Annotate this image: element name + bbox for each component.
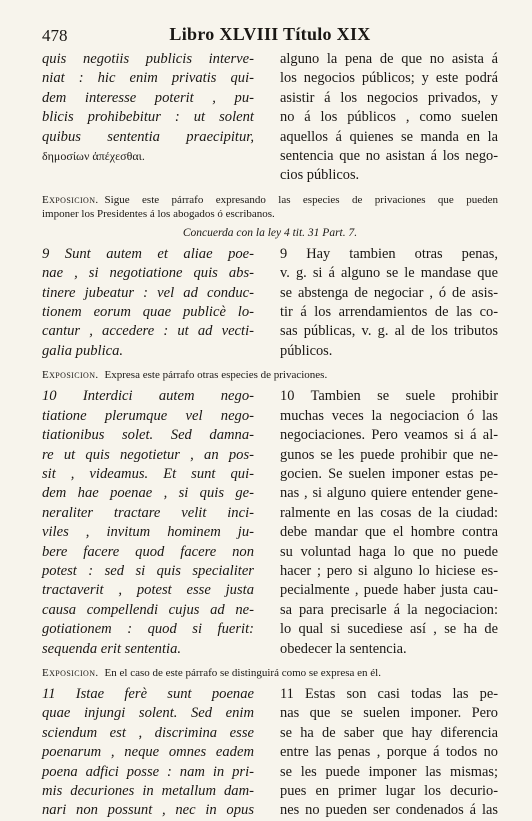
spanish-line: obedecer la sentencia. bbox=[280, 640, 407, 657]
latin-line: quibus sententia praecipitur, bbox=[42, 128, 254, 145]
latin-column bbox=[42, 245, 254, 361]
latin-line: mis decuriones in metallum dam- bbox=[42, 783, 254, 799]
spanish-line: aquellos á quienes se manda en la bbox=[280, 128, 498, 145]
greek-quote: δημοσίων ἀπέχεσθαι. bbox=[42, 149, 145, 164]
latin-line: dem interesse poterit , pu- bbox=[42, 89, 254, 106]
spanish-line: ralmente en las cosas de la ciudad: bbox=[280, 504, 498, 521]
section-intro bbox=[42, 50, 498, 186]
exposition-line bbox=[42, 368, 498, 382]
latin-line: tiationibus solet. Sed damna- bbox=[42, 427, 254, 444]
latin-line: re ut quis negotietur , an pos- bbox=[42, 446, 254, 463]
latin-line: viles , invitum hominem ju- bbox=[42, 524, 254, 541]
spanish-line: sas públicas, v. g. al de los tributos bbox=[280, 323, 498, 340]
spanish-line: sa para precisarle á la negociacion: bbox=[280, 601, 498, 618]
spanish-column bbox=[280, 387, 498, 659]
section-9 bbox=[42, 245, 498, 361]
exposition-label: Exposicion. bbox=[42, 666, 99, 679]
latin-line: poenarum , neque omnes eadem bbox=[42, 744, 254, 761]
latin-column bbox=[42, 50, 254, 186]
spanish-line: hacer ; pero si alguno lo hiciese es- bbox=[280, 562, 498, 579]
latin-line: 10 Interdici autem nego- bbox=[42, 388, 254, 405]
spanish-line: nas que se suelen imponer. Pero bbox=[280, 705, 498, 722]
latin-line: 9 Sunt autem et aliae poe- bbox=[42, 245, 254, 262]
spanish-line: nas , si alguno quiere entender gene- bbox=[280, 485, 498, 502]
latin-line: sit , videamus. Et sunt qui- bbox=[42, 465, 254, 482]
spanish-line: muchas veces la negociacion ó las bbox=[280, 407, 498, 424]
latin-line: tinere jubeatur : vel ad conduc- bbox=[42, 284, 254, 301]
spanish-line: los negocios públicos; y este podrá bbox=[280, 70, 498, 87]
spanish-line: gunos se les puede prohibir que ne- bbox=[280, 446, 498, 463]
exposition-label: Exposicion. bbox=[42, 193, 99, 206]
spanish-line: se les puede imponer las mismas; bbox=[280, 763, 498, 780]
spanish-column bbox=[280, 50, 498, 186]
latin-line: 11 Istae ferè sunt poenae bbox=[42, 685, 254, 702]
spanish-line: públicos. bbox=[280, 342, 333, 359]
section-11 bbox=[42, 685, 498, 821]
concordance-note: Concuerda con la ley 4 tit. 31 Part. 7. bbox=[182, 226, 358, 239]
spanish-line: sentencia que no asistan á los nego- bbox=[280, 148, 498, 165]
spanish-line: negociaciones. Pero veamos si á al- bbox=[280, 427, 498, 444]
spanish-column bbox=[280, 685, 498, 821]
latin-line: causa compellendi cujus ad ne- bbox=[42, 601, 254, 618]
spanish-line: su voluntad haga lo que no puede bbox=[280, 543, 498, 560]
latin-column bbox=[42, 685, 254, 821]
exposition-note bbox=[42, 666, 498, 680]
spanish-line: gocien. Se suelen imponer estas pe- bbox=[280, 465, 498, 482]
latin-line: quis negotiis publicis interve- bbox=[42, 51, 254, 67]
exposition-line bbox=[42, 666, 498, 680]
spanish-line: alguno la pena de que no asista á bbox=[280, 51, 498, 67]
spanish-line: no á los públicos , como suelen bbox=[280, 109, 498, 126]
running-title: Libro XLVIII Título XIX bbox=[169, 24, 371, 44]
exposition-text: Sigue este párrafo expresando las especies de privaciones que pueden bbox=[104, 193, 498, 206]
latin-line: potest : sed si quis specialiter bbox=[42, 562, 254, 579]
exposition-note bbox=[42, 368, 498, 382]
latin-line: niat : hic enim privatis qui- bbox=[42, 70, 254, 87]
latin-line: bere facere quod facere non bbox=[42, 543, 254, 560]
spanish-line: se abstenga de negociar , ó de asis- bbox=[280, 284, 498, 301]
exposition-text: Expresa este párrafo otras especies de privaciones. bbox=[104, 369, 328, 382]
exposition-line bbox=[42, 193, 498, 207]
section-10 bbox=[42, 387, 498, 659]
page-number: 478 bbox=[42, 26, 68, 45]
latin-line: tractaverit , potest esse justa bbox=[42, 582, 254, 599]
latin-column bbox=[42, 387, 254, 659]
latin-line: sciendum est , discrimina esse bbox=[42, 724, 254, 741]
spanish-column bbox=[280, 245, 498, 361]
exposition-text: En el caso de este párrafo se distinguirá como se expresa en él. bbox=[104, 666, 381, 679]
spanish-line: 10 Tambien se suele prohibir bbox=[280, 388, 498, 405]
latin-line: cantur , accedere : ut ad vecti- bbox=[42, 323, 254, 340]
spanish-line: 9 Hay tambien otras penas, bbox=[280, 245, 498, 262]
latin-line: gotiationem : quod si fuerit: bbox=[42, 621, 254, 638]
exposition-line: imponer los Presidentes á los abogados ó escribanos. bbox=[42, 207, 275, 220]
spanish-line: pues en primer lugar los decurio- bbox=[280, 783, 498, 799]
spanish-line: nes no pueden ser condenados á las bbox=[280, 802, 498, 819]
latin-line: quae injungi solent. Sed enim bbox=[42, 705, 254, 722]
latin-line: dem hae poenae , si quis ge- bbox=[42, 485, 254, 502]
spanish-line: v. g. si á alguno se le mandase que bbox=[280, 265, 498, 282]
latin-line: tiatione plerumque vel nego- bbox=[42, 407, 254, 424]
latin-line: tionem eorum quae publicè lo- bbox=[42, 304, 254, 321]
latin-line: blicis prohibebitur : ut solent bbox=[42, 109, 254, 126]
spanish-line: lo qual si sucediese así , se ha de bbox=[280, 621, 498, 638]
spanish-line: se ha de saber que hay diferencia bbox=[280, 724, 498, 741]
exposition-note bbox=[42, 193, 498, 221]
latin-line: galia publica. bbox=[42, 342, 124, 359]
latin-line: neraliter tractare velit inci- bbox=[42, 504, 254, 521]
spanish-line: debe mandar que el hombre contra bbox=[280, 524, 498, 541]
page-header bbox=[42, 22, 498, 48]
latin-line: nae , si negotiatione quis abs- bbox=[42, 265, 254, 282]
spanish-line: entre las penas , porque á todos no bbox=[280, 744, 498, 761]
latin-line: nari non possunt , nec in opus bbox=[42, 802, 254, 819]
spanish-line: pecialmente , puede haber justa cau- bbox=[280, 582, 498, 599]
spanish-line: asistir á los negocios privados, y bbox=[280, 89, 498, 106]
spanish-line: tir á los arrendamientos de las co- bbox=[280, 304, 498, 321]
spanish-line: cios públicos. bbox=[280, 167, 360, 184]
exposition-label: Exposicion. bbox=[42, 369, 99, 382]
latin-line: sequenda erit sententia. bbox=[42, 640, 182, 657]
spanish-line: 11 Estas son casi todas las pe- bbox=[280, 685, 498, 702]
latin-line: poena adfici posse : nam in pri- bbox=[42, 763, 254, 780]
